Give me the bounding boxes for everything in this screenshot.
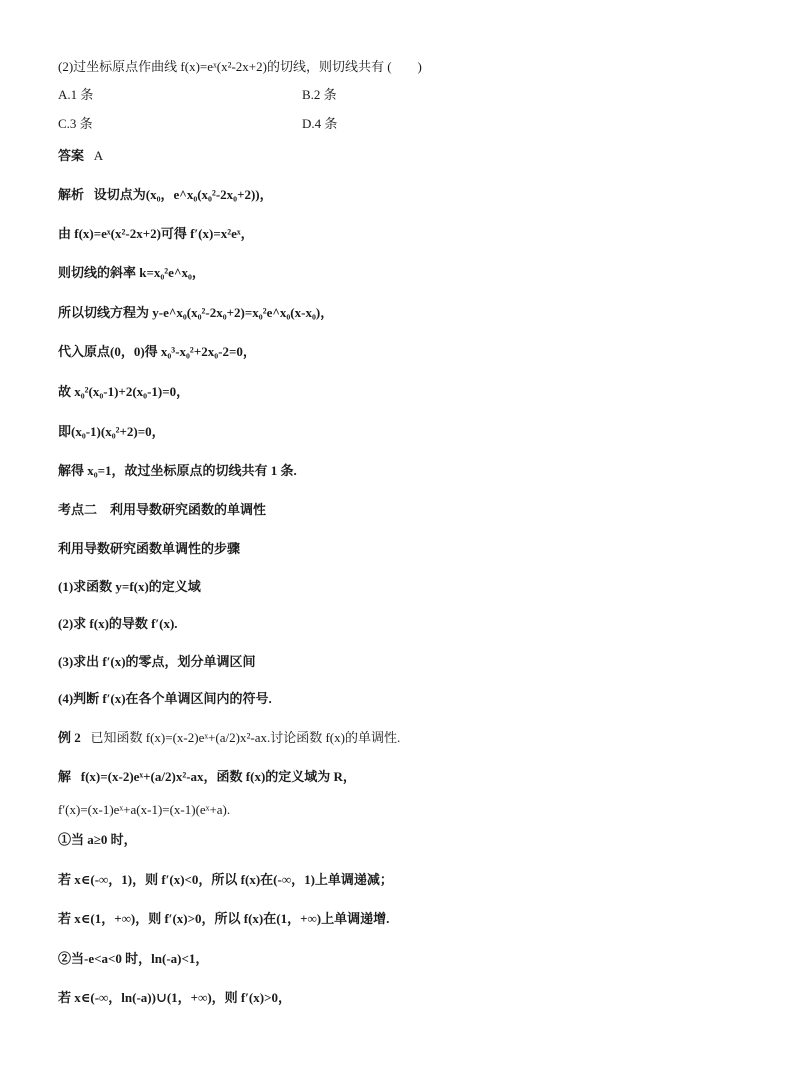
analysis-line-4: 所以切线方程为 y-e^x₀(x₀²-2x₀+2)=x₀²e^x₀(x-x₀)， (58, 305, 334, 320)
analysis-line-7: 即(x₀-1)(x₀²+2)=0， (58, 424, 165, 439)
solution-line-3: ①当 a≥0 时， (58, 832, 137, 847)
analysis-text: 设切点为(x₀，e^x₀(x₀²-2x₀+2))， (93, 187, 273, 202)
question-stem: (2)过坐标原点作曲线 f(x)=eˣ(x²-2x+2)的切线，则切线共有 ( ) (58, 59, 422, 74)
step-4: (4)判断 f′(x)在各个单调区间内的符号. (58, 691, 272, 706)
analysis-line-8: 解得 x₀=1，故过坐标原点的切线共有 1 条. (58, 463, 297, 478)
solution-label: 解 (58, 769, 72, 784)
step-1: (1)求函数 y=f(x)的定义域 (58, 579, 201, 594)
option-b: B.2 条 (302, 87, 337, 102)
solution-line-5: 若 x∈(1，+∞)，则 f′(x)>0，所以 f(x)在(1，+∞)上单调递增. (58, 911, 390, 926)
section-heading: 考点二 利用导数研究函数的单调性 (58, 502, 267, 517)
step-2: (2)求 f(x)的导数 f′(x). (58, 616, 178, 631)
solution-line-7: 若 x∈(-∞，ln(-a))∪(1，+∞)，则 f′(x)>0， (58, 990, 291, 1005)
example-label: 例 2 (58, 730, 81, 745)
solution-line-2: f′(x)=(x-1)eˣ+a(x-1)=(x-1)(eˣ+a). (58, 802, 231, 817)
analysis-line-5: 代入原点(0，0)得 x₀³-x₀²+2x₀-2=0， (58, 344, 256, 359)
example-text: 已知函数 f(x)=(x-2)eˣ+(a/2)x²-ax.讨论函数 f(x)的单调性. (90, 730, 401, 745)
analysis-line-1 (58, 186, 273, 204)
step-3: (3)求出 f′(x)的零点，划分单调区间 (58, 654, 256, 669)
analysis-line-3: 则切线的斜率 k=x₀²e^x₀， (58, 265, 205, 280)
solution-line-6: ②当-e<a<0 时，ln(-a)<1， (58, 951, 209, 966)
analysis-line-2: 由 f(x)=eˣ(x²-2x+2)可得 f′(x)=x²eˣ， (58, 226, 254, 241)
option-c: C.3 条 (58, 116, 93, 131)
solution-line-1 (58, 768, 356, 786)
solution-text: f(x)=(x-2)eˣ+(a/2)x²-ax，函数 f(x)的定义域为 R， (80, 769, 356, 784)
section-subheading: 利用导数研究函数单调性的步骤 (58, 541, 241, 556)
analysis-line-6: 故 x₀²(x₀-1)+2(x₀-1)=0， (58, 384, 190, 399)
analysis-label: 解析 (58, 187, 85, 202)
option-d: D.4 条 (302, 116, 338, 131)
answer-label: 答案 (58, 148, 85, 163)
answer-value: A (93, 148, 104, 163)
answer-line (58, 147, 103, 165)
example-line (58, 729, 400, 747)
option-a: A.1 条 (58, 87, 94, 102)
solution-line-4: 若 x∈(-∞，1)，则 f′(x)<0，所以 f(x)在(-∞，1)上单调递减； (58, 872, 393, 887)
